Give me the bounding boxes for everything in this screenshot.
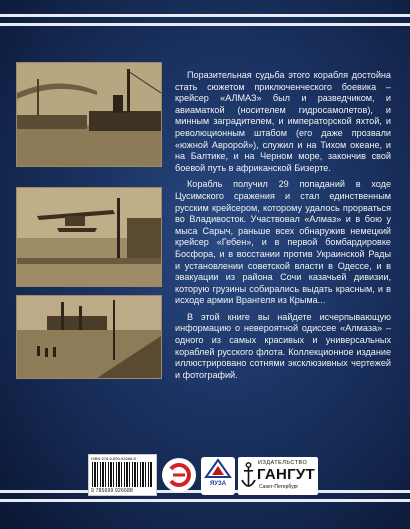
gangut-name: ГАНГУТ [257,466,316,483]
paragraph-2: Корабль получил 29 попаданий в ходе Цусимского сражения и стал единственным русским крейсером, которому удалось прорваться во Владивосток. Участвовал «Алмаз» и в бою у мыса Сарыч, раньше всех обнаружив немецкий крейсер «Гебен», и в первой бомбардировке Босфора, и в восстании против Украинской Рады и установлении советской власти в Одессе, и в эвакуации из района Сочи казачьей дивизии, которую грузины собирались выдать красным, и в исходе армии Врангеля из Крыма... [175,179,391,306]
photo-ship-at-pier [16,295,162,379]
eksmo-logo-icon [161,457,197,493]
photo-ship-in-port [16,62,162,167]
isbn-barcode [88,454,157,496]
gangut-city: Санкт-Петербург [259,484,299,490]
photo-seaplane-on-deck [16,187,162,287]
annotation-text [175,70,391,386]
anchor-icon [241,462,256,490]
gangut-logo [238,457,318,495]
paragraph-1: Поразительная судьба этого корабля достойна стать сюжетом приключенческого боевика – крейсер «АЛМАЗ» был и разведчиком, и авиаматкой (носителем гидросамолетов), и минным заградителем, и императорской яхтой, и революционным штабом (его даже прозвали «южной Авророй»), служил и на Тихом океане, и на Балтике, и на Черном море, закончив свой боевой путь в африканской Бизерте. [175,70,391,173]
top-stripes [0,14,410,26]
yauza-label: ЯУЗА [209,481,227,487]
yauza-logo [201,457,235,495]
barcode-digits: 9 785699 926688 [91,488,133,494]
paragraph-3: В этой книге вы найдете исчерпывающую информацию о невероятной одиссее «Алмаза» – одного из самых красивых и универсальных кораблей русского флота. Коллекционное издание иллюстрировано сотнями эксклюзивных чертежей и фотографий. [175,311,391,380]
yauza-emblem-icon [201,457,235,481]
barcode-bars [92,462,152,487]
publisher-block [88,454,328,500]
isbn-text: ISBN 978-5-699-92668-8 [91,456,136,461]
gangut-small-label: ИЗДАТЕЛЬСТВО [258,460,308,466]
